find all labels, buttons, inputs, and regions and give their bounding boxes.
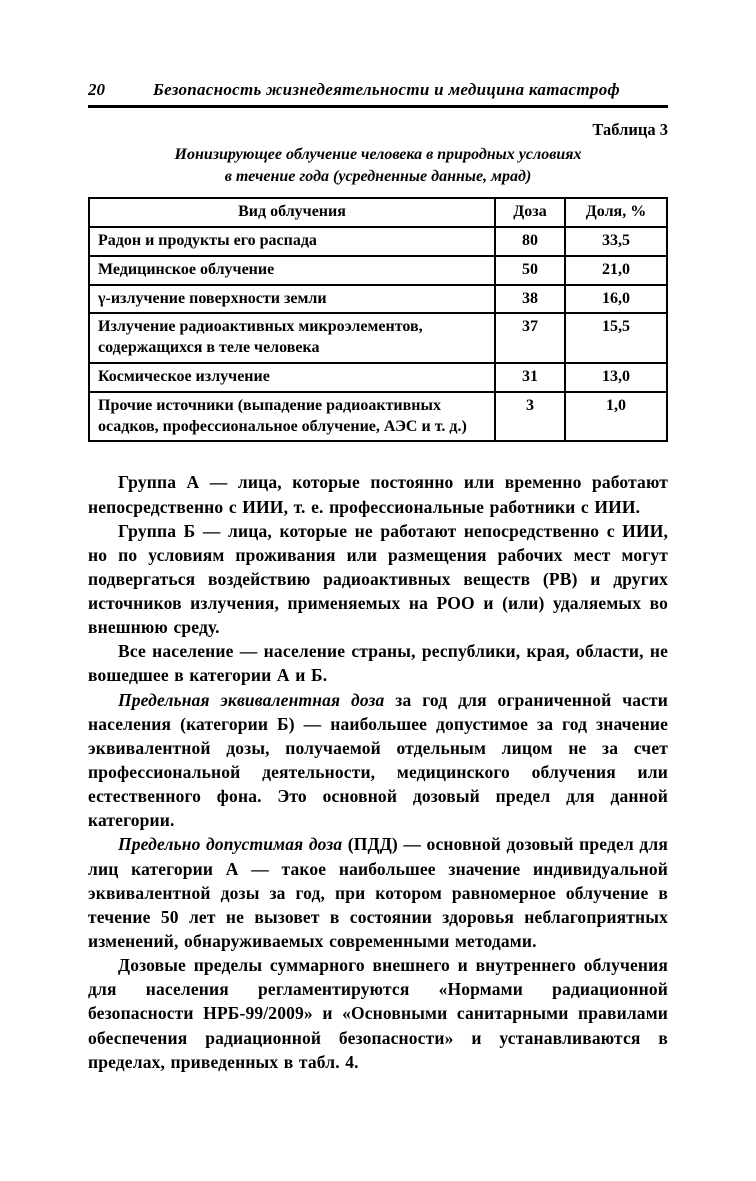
running-title: Безопасность жизнедеятельности и медицина катастроф xyxy=(153,80,620,99)
cell-exposure-type: Радон и продукты его распада xyxy=(89,227,495,256)
table-title-line1: Ионизирующее облучение человека в природных условиях xyxy=(174,146,582,163)
term-group-b: Группа Б xyxy=(118,520,196,541)
cell-dose: 37 xyxy=(495,313,565,363)
paragraph-max-allowed-dose xyxy=(88,832,668,953)
radiation-exposure-table xyxy=(88,197,668,442)
cell-share: 13,0 xyxy=(565,363,667,392)
term-group-a: Группа А xyxy=(118,472,200,493)
cell-dose: 31 xyxy=(495,363,565,392)
paragraph-all-population xyxy=(88,639,668,687)
term-max-allowed-dose: Предельно допустимая доза xyxy=(118,834,343,855)
body-text xyxy=(88,470,668,1074)
paragraph-text: — лица, которые не работают непосредственно с ИИИ, но по условиям проживания или размещения рабочих мест могут подвергаться воздействию радиоактивных веществ (РВ) и других источников излучения, применяемых на РОО и (или) удаляемых во внешнюю среду. xyxy=(88,520,668,638)
cell-exposure-type: Прочие источники (выпадение радиоактивных осадков, профессиональное облучение, АЭС и т. д.) xyxy=(89,392,495,442)
cell-dose: 80 xyxy=(495,227,565,256)
paragraph-dose-limits xyxy=(88,953,668,1074)
cell-share: 21,0 xyxy=(565,256,667,285)
page-number: 20 xyxy=(88,80,105,99)
cell-dose: 3 xyxy=(495,392,565,442)
cell-exposure-type: Излучение радиоактивных микроэлементов, содержащихся в теле человека xyxy=(89,313,495,363)
column-header-share: Доля, % xyxy=(565,198,667,227)
page-header xyxy=(88,80,668,108)
table-row xyxy=(89,285,667,314)
paragraph-text: Дозовые пределы суммарного внешнего и внутреннего облучения для населения регламентируются «Нормами радиационной безопасности НРБ-99/2009» и «Основными санитарными правилами обеспечения радиационной безопасности» и устанавливаются в пределах, приведенных в табл. 4. xyxy=(88,955,668,1072)
table-title-line2: в течение года (усредненные данные, мрад) xyxy=(224,167,532,185)
paragraph-text: — лица, которые постоянно или временно работают непосредственно с ИИИ, т. е. профессиональные работники с ИИИ. xyxy=(88,472,668,517)
term-equivalent-dose: Предельная эквивалентная доза xyxy=(118,689,385,710)
table-title xyxy=(88,144,668,187)
column-header-type: Вид облучения xyxy=(89,198,495,227)
term-all-population: Все население xyxy=(118,641,234,662)
cell-share: 33,5 xyxy=(565,227,667,256)
paragraph-group-b xyxy=(88,519,668,640)
cell-share: 15,5 xyxy=(565,313,667,363)
cell-dose: 38 xyxy=(495,285,565,314)
table-row xyxy=(89,227,667,256)
paragraph-text: (ПДД) — основной дозовый предел для лиц категории А — такое наибольшее значение индивидуальной эквивалентной дозы за год, при котором равномерное облучение в течение 50 лет не вызовет в состоянии здоровья неблагоприятных изменений, обнаруживаемых современными методами. xyxy=(88,834,668,952)
cell-exposure-type: Космическое излучение xyxy=(89,363,495,392)
cell-exposure-type: γ-излучение поверхности земли xyxy=(89,285,495,314)
cell-share: 1,0 xyxy=(565,392,667,442)
paragraph-text: за год для ограниченной части населения (категории Б) — наибольшее допустимое за год значение эквивалентной дозы, получаемой отдельным лицом не за счет профессиональной деятельности, медицинского облучения или естественного фона. Это основной дозовый предел для данной категории. xyxy=(88,689,669,831)
column-header-dose: Доза xyxy=(495,198,565,227)
table-row xyxy=(89,392,667,442)
table-row xyxy=(89,313,667,363)
cell-share: 16,0 xyxy=(565,285,667,314)
table-row xyxy=(89,256,667,285)
paragraph-equivalent-dose xyxy=(88,688,668,833)
paragraph-text: — население страны, республики, края, области, не вошедшее в категории А и Б. xyxy=(88,641,668,686)
cell-dose: 50 xyxy=(495,256,565,285)
table-label: Таблица 3 xyxy=(592,120,668,139)
cell-exposure-type: Медицинское облучение xyxy=(89,256,495,285)
table-header-row xyxy=(89,198,667,227)
table-row xyxy=(89,363,667,392)
paragraph-group-a xyxy=(88,470,668,518)
